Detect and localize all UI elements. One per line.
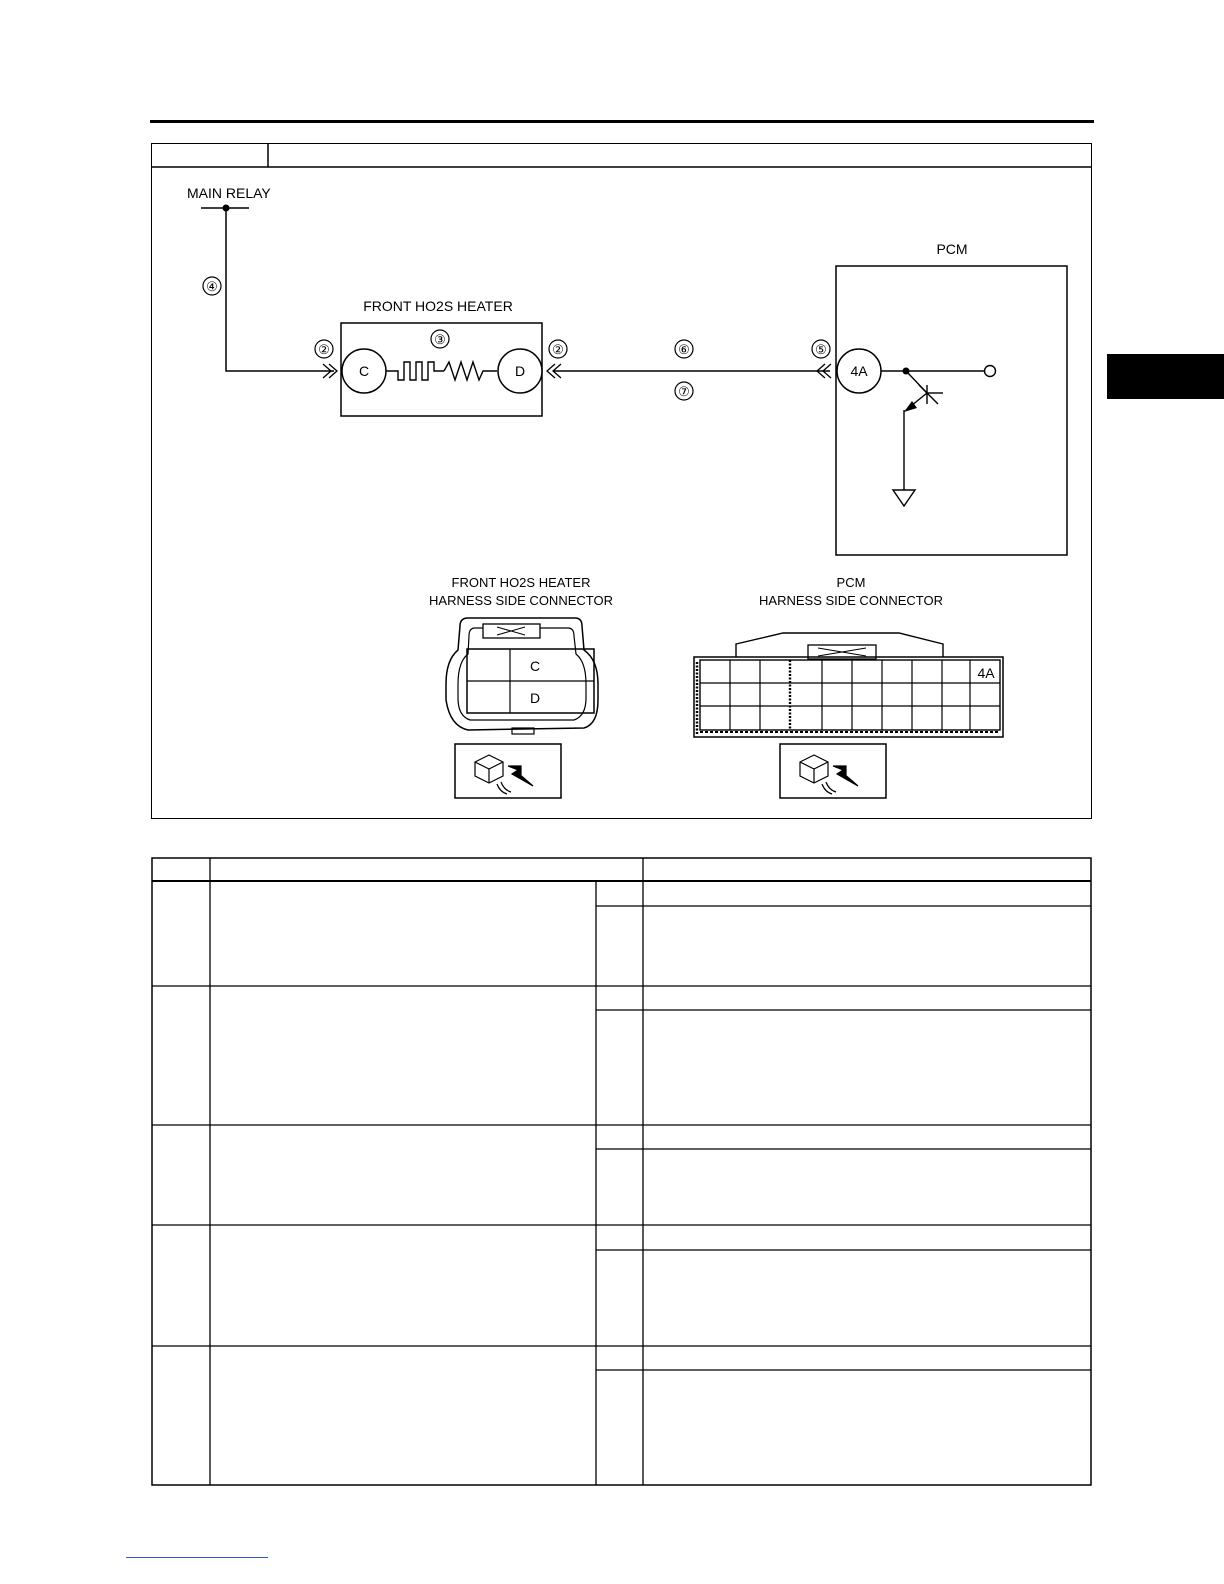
heater-connector-title-1: FRONT HO2S HEATER: [451, 575, 591, 590]
callout-2-left: ②: [318, 342, 330, 357]
heater-view-icon-box: [455, 744, 561, 798]
callout-3: ③: [434, 332, 446, 347]
callout-7: ⑦: [678, 384, 690, 399]
terminal-4a: 4A: [850, 363, 868, 379]
callout-5: ⑤: [815, 342, 827, 357]
table-border: [152, 858, 1091, 1485]
pcm-view-icon-box: [780, 744, 886, 798]
heater-resistor: [444, 362, 497, 380]
callout-6: ⑥: [678, 342, 690, 357]
callout-4: ④: [206, 279, 218, 294]
ground-symbol: [893, 490, 915, 506]
heater-element: [386, 362, 444, 380]
pcm-box: [836, 266, 1067, 555]
pcm-connector-grid: [700, 660, 1000, 730]
heater-label: FRONT HO2S HEATER: [363, 298, 513, 314]
pcm-output-terminal: [985, 366, 996, 377]
terminal-c: C: [358, 363, 370, 379]
terminal-d: D: [514, 363, 526, 379]
pcm-connector-pin-4a: 4A: [977, 665, 995, 681]
main-relay-label: MAIN RELAY: [187, 185, 271, 201]
callout-2-right: ②: [552, 342, 564, 357]
heater-connector-title-2: HARNESS SIDE CONNECTOR: [429, 593, 613, 608]
heater-connector-pin-c: C: [530, 658, 541, 674]
pcm-label: PCM: [936, 241, 968, 257]
footer-link-underline[interactable]: [126, 1557, 268, 1558]
heater-connector-pin-d: D: [530, 690, 541, 706]
connector-view-icon: [800, 755, 858, 794]
connector-view-icon: [475, 755, 533, 794]
pcm-connector-title-2: HARNESS SIDE CONNECTOR: [759, 593, 943, 608]
pcm-connector-title-1: PCM: [836, 575, 866, 590]
pcm-connector-body: [694, 657, 1003, 737]
